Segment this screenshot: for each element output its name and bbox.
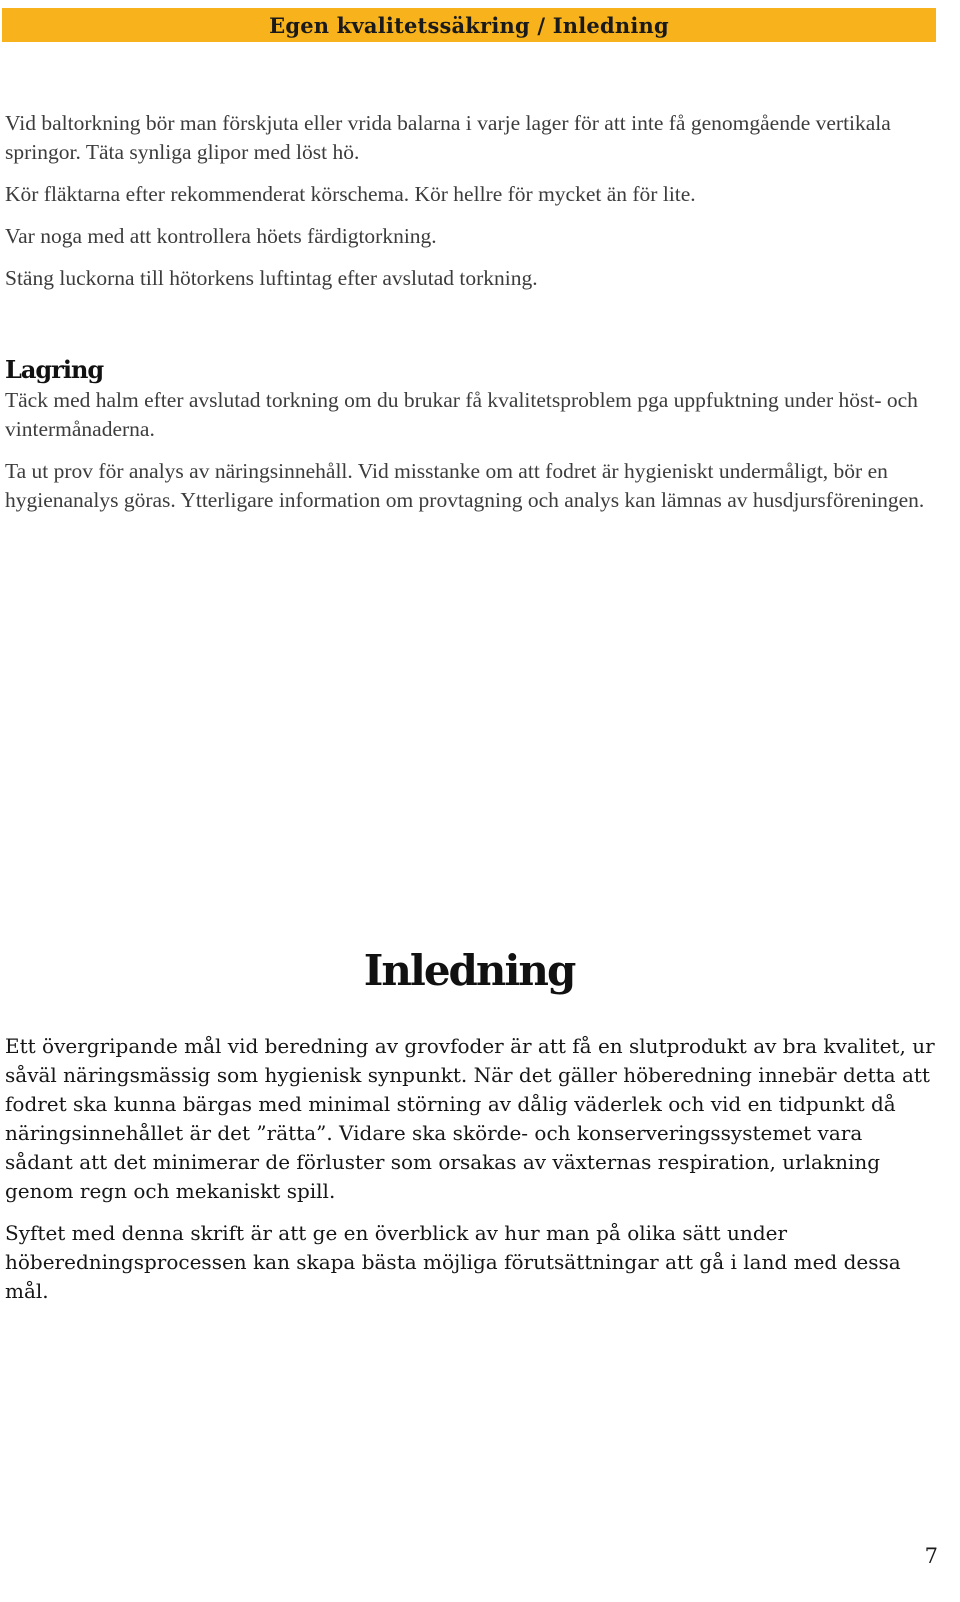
intro-paragraph: Vid baltorkning bör man förskjuta eller vrida balarna i varje lager för att inte få genomgående vertikala springor. Täta synliga glipor med löst hö. xyxy=(5,111,891,164)
lagring-heading: Lagring xyxy=(5,355,104,384)
intro-paragraph: Stäng luckorna till hötorkens luftintag efter avslutad torkning. xyxy=(5,266,538,290)
inledning-paragraph: Ett övergripande mål vid beredning av grovfoder är att få en slutprodukt av bra kvalitet, ur såväl näringsmässig som hygienisk synpunkt. När det gäller höberedning innebär detta att fodret ska kunna bärgas med minimal störning av dålig väderlek och vid en tidpunkt då näringsinnehållet är det ”rätta”. Vidare ska skörde- och konserveringssystemet vara sådant att det minimerar de förluster som orsakas av växternas respiration, urlakning genom regn och mekaniskt spill. xyxy=(5,1034,935,1203)
intro-paragraph: Kör fläktarna efter rekommenderat körschema. Kör hellre för mycket än för lite. xyxy=(5,182,696,206)
lagring-section xyxy=(5,386,935,515)
inledning-paragraph: Syftet med denna skrift är att ge en överblick av hur man på olika sätt under höberedningsprocessen kan skapa bästa möjliga förutsättningar att gå i land med dessa mål. xyxy=(5,1221,901,1303)
inledning-section xyxy=(5,1032,935,1306)
section-header-band xyxy=(2,8,936,42)
lagring-paragraph: Täck med halm efter avslutad torkning om du brukar få kvalitetsproblem pga uppfuktning under höst- och vintermånaderna. xyxy=(5,388,918,441)
intro-section xyxy=(5,109,935,293)
intro-paragraph: Var noga med att kontrollera höets färdigtorkning. xyxy=(5,224,437,248)
page-number: 7 xyxy=(924,1544,938,1568)
inledning-heading: Inledning xyxy=(363,946,575,995)
header-title: Egen kvalitetssäkring / Inledning xyxy=(269,12,669,38)
lagring-paragraph: Ta ut prov för analys av näringsinnehåll. Vid misstanke om att fodret är hygieniskt undermåligt, bör en hygienanalys göras. Ytterligare information om provtagning och analys kan lämnas av husdjursföreningen. xyxy=(5,459,925,512)
